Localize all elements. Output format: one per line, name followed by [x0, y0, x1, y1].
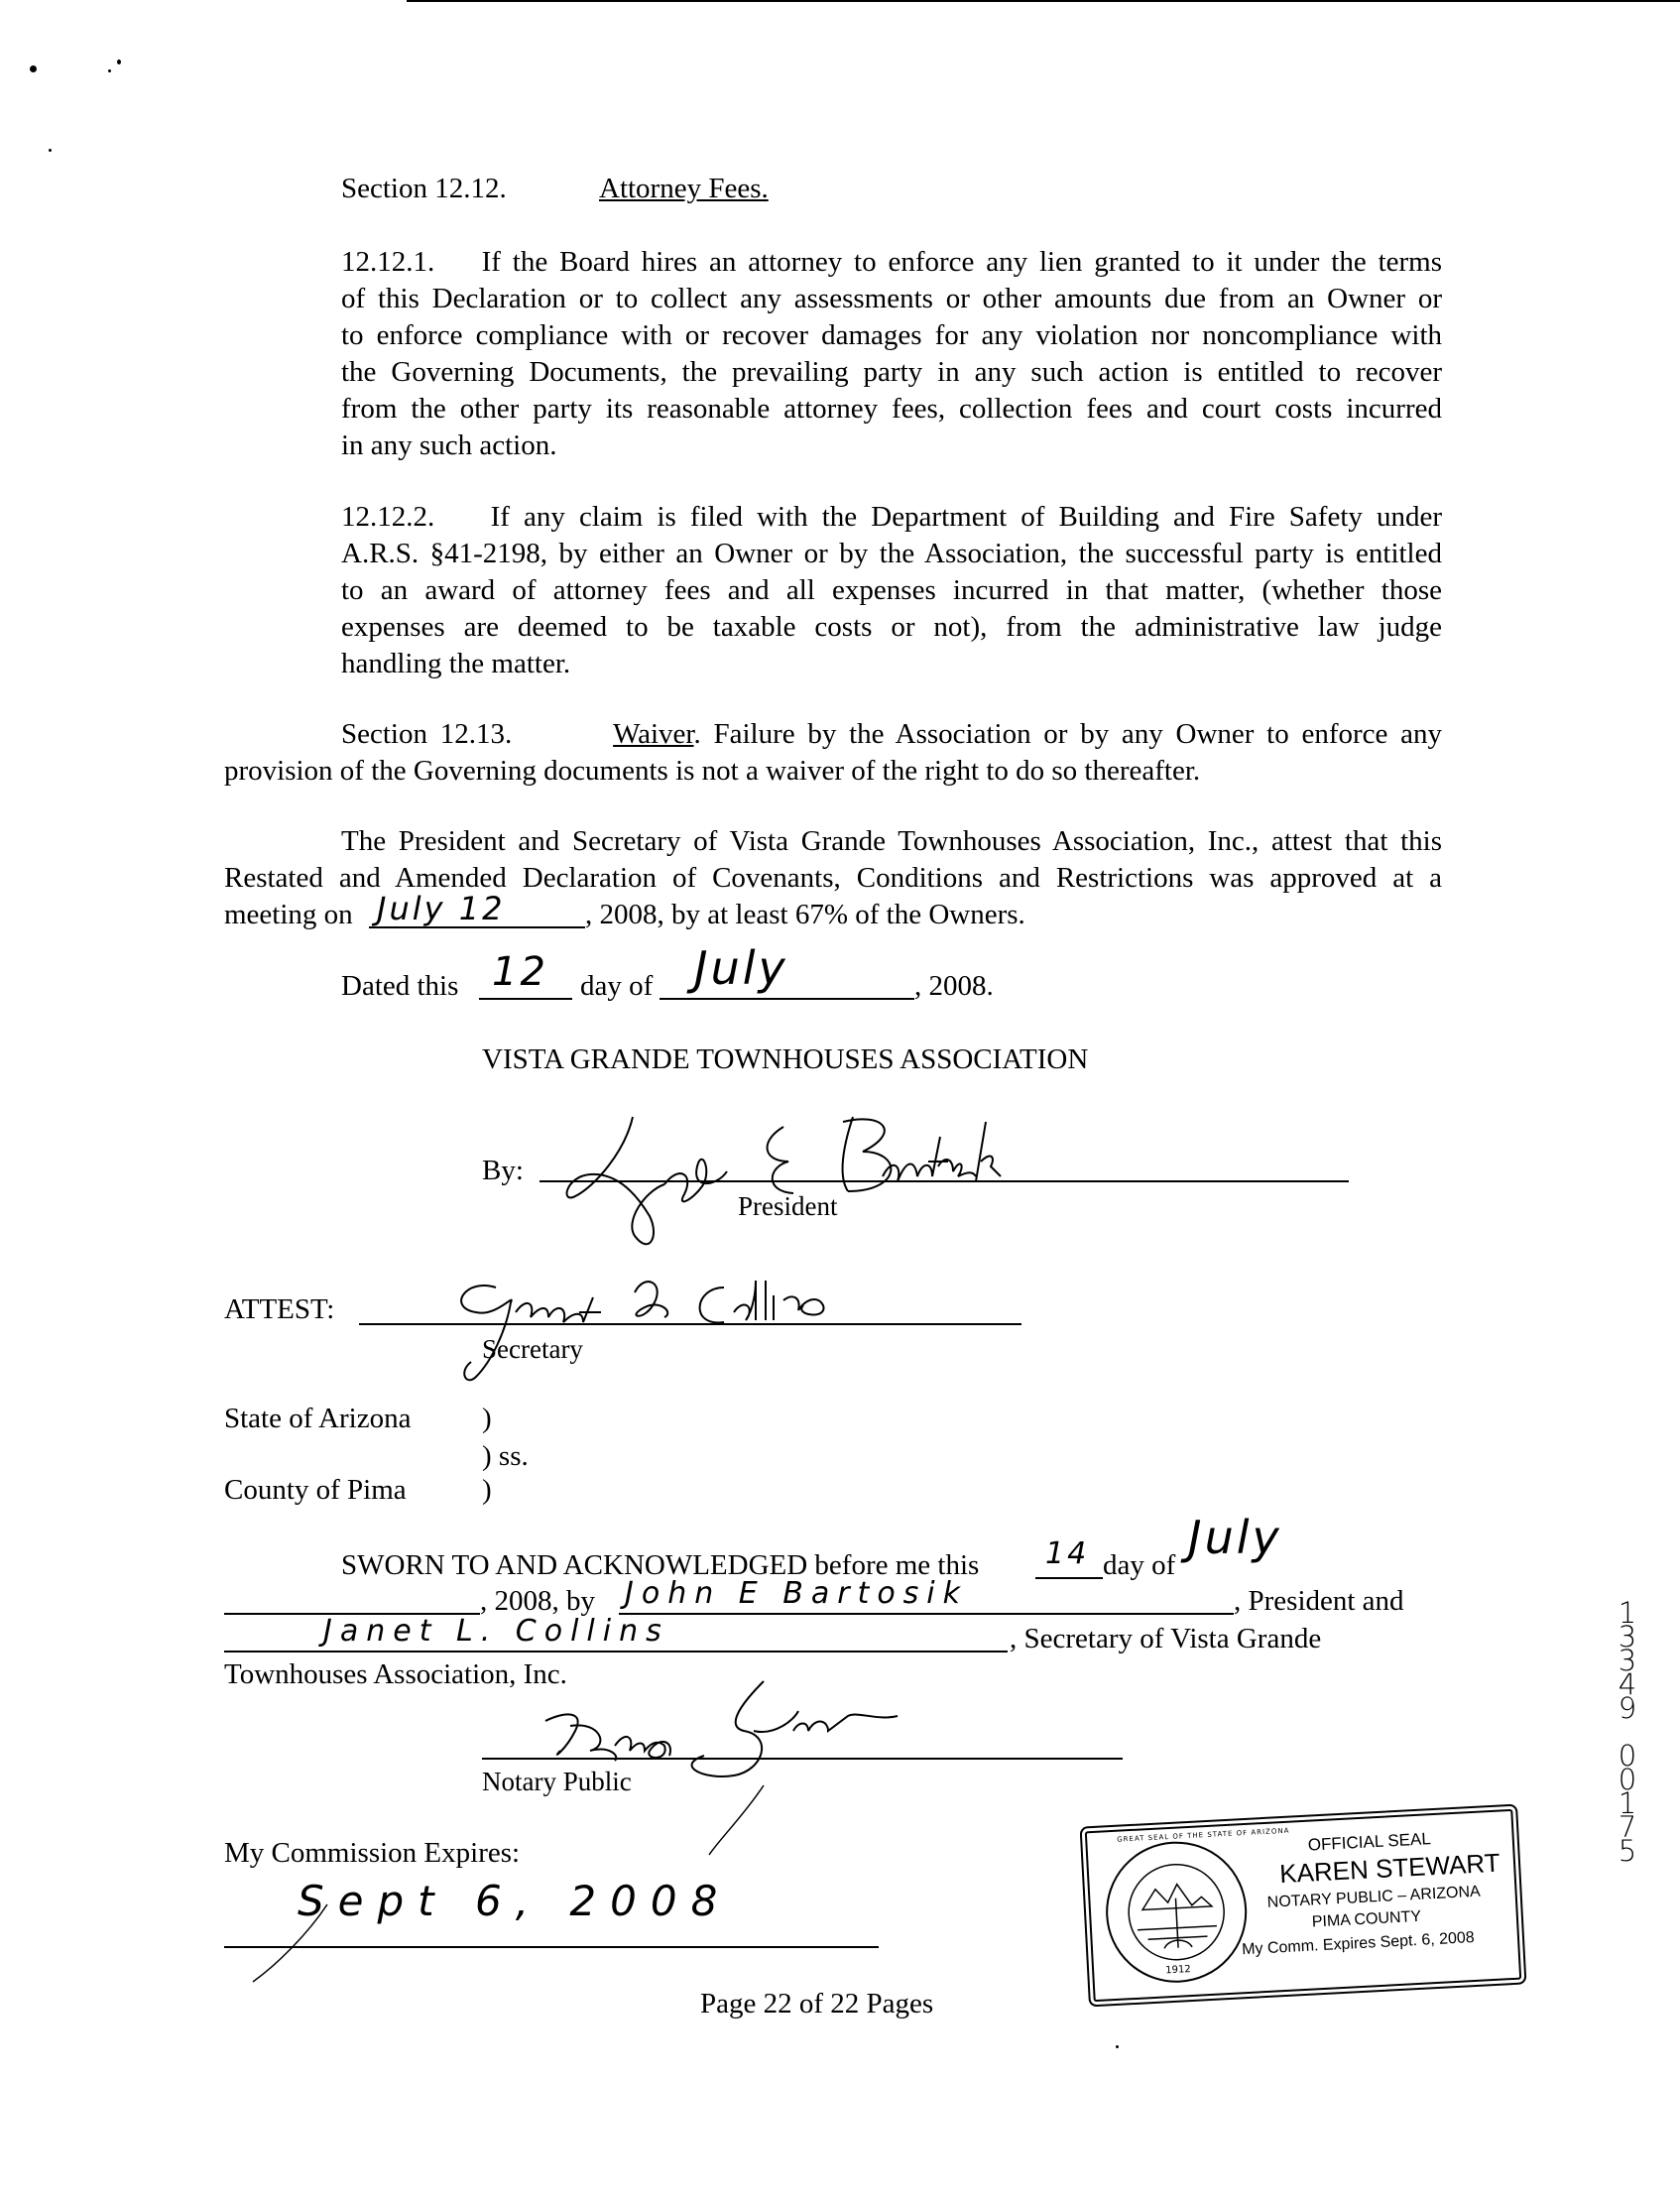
- seal-ring-text: GREAT SEAL OF THE STATE OF ARIZONA: [1117, 1826, 1290, 1844]
- seal-line-5: My Comm. Expires Sept. 6, 2008: [1241, 1929, 1476, 1959]
- paragraph-line: to an award of attorney fees and all expenses incurred in that matter, (whether those: [341, 574, 1442, 606]
- paragraph-number: 12.12.2.: [341, 501, 435, 533]
- attestation-meeting-suffix: , 2008, by at least 67% of the Owners.: [585, 899, 1025, 930]
- scan-speck: [108, 69, 111, 72]
- paragraph-line: to enforce compliance with or recover damages for any violation nor noncompliance with: [341, 319, 1442, 351]
- sworn-line2-suffix: , President and: [1234, 1585, 1404, 1617]
- scan-speck: [1116, 2045, 1119, 2048]
- dated-prefix: Dated this: [341, 970, 459, 1002]
- paragraph-12-12-1: [341, 244, 1442, 464]
- president-name-line: [619, 1613, 1234, 1615]
- section-12-13-label: Section 12.13.: [341, 718, 513, 750]
- recording-number: [1613, 1596, 1642, 1868]
- recording-digit: 4: [1618, 1667, 1637, 1701]
- president-name-handwritten: John E Bartosik: [625, 1576, 969, 1611]
- attestation-meeting-prefix: meeting on: [224, 899, 353, 930]
- recording-digit: 3: [1618, 1644, 1637, 1677]
- sworn-line2-middle: , 2008, by: [480, 1585, 595, 1617]
- paragraph-12-12-2: [341, 499, 1442, 682]
- dated-middle: day of: [580, 970, 654, 1002]
- commission-date-flourish: [248, 1904, 387, 1984]
- venue-ss: ) ss.: [482, 1440, 529, 1472]
- paragraph-line: in any such action.: [341, 429, 557, 461]
- recording-digit: 7: [1618, 1810, 1637, 1844]
- recording-digit: 3: [1618, 1620, 1637, 1653]
- dated-month-handwritten: July: [694, 941, 788, 995]
- sworn-line1-prefix: SWORN TO AND ACKNOWLEDGED before me this: [341, 1549, 980, 1581]
- commission-date-handwritten: Sept 6, 2008: [298, 1877, 732, 1925]
- commission-label: My Commission Expires:: [224, 1837, 521, 1869]
- paragraph-line: from the other party its reasonable attorney fees, collection fees and court costs incurred: [341, 393, 1442, 425]
- venue-paren-1: ): [482, 1403, 492, 1434]
- notary-signature-image: [526, 1666, 942, 1855]
- venue-state: State of Arizona: [224, 1403, 412, 1434]
- page-footer: Page 22 of 22 Pages: [700, 1988, 934, 2020]
- dated-suffix: , 2008.: [914, 970, 994, 1002]
- venue-paren-2: ): [482, 1474, 492, 1506]
- president-signature-image: [555, 1097, 1071, 1256]
- seal-line-1: OFFICIAL SEAL: [1307, 1829, 1432, 1855]
- sworn-day-line: [1035, 1577, 1103, 1579]
- sworn-line4: Townhouses Association, Inc.: [224, 1658, 567, 1690]
- recording-digit: 1: [1618, 1596, 1637, 1630]
- section-12-13-text: provision of the Governing documents is not a waiver of the right to do so thereafter.: [224, 755, 1201, 787]
- section-12-13-text: . Failure by the Association or by any Owner to enforce any: [693, 718, 1442, 750]
- recording-digit: 9: [1618, 1691, 1637, 1725]
- president-label: President: [738, 1191, 838, 1221]
- recording-digit: 0: [1618, 1739, 1637, 1773]
- venue-county: County of Pima: [224, 1474, 407, 1506]
- sworn-day-handwritten: 14: [1045, 1536, 1090, 1571]
- meeting-date-handwritten: July 12: [377, 890, 506, 927]
- section-12-13: [224, 716, 1442, 790]
- scan-edge-line: [407, 0, 1680, 2]
- recording-digit: 0: [1618, 1763, 1637, 1796]
- paragraph-line: A.R.S. §41-2198, by either an Owner or by the Association, the successful party is entitled: [341, 538, 1442, 569]
- dated-day-handwritten: 12: [492, 949, 548, 995]
- attest-label: ATTEST:: [224, 1293, 335, 1325]
- notary-label: Notary Public: [482, 1767, 632, 1796]
- paragraph-line: expenses are deemed to be taxable costs or not), from the administrative law judge: [341, 611, 1442, 643]
- sworn-line1-middle: day of: [1103, 1549, 1176, 1581]
- section-12-12-label: Section 12.12.: [341, 173, 507, 204]
- by-label: By:: [482, 1155, 524, 1186]
- paragraph-line: the Governing Documents, the prevailing party in any such action is entitled to recover: [341, 356, 1442, 388]
- paragraph-number: 12.12.1.: [341, 246, 435, 278]
- official-seal-stamp: [1080, 1804, 1527, 2008]
- secretary-name-handwritten: Janet L. Collins: [323, 1614, 669, 1649]
- secretary-label: Secretary: [482, 1334, 583, 1364]
- attestation-line: The President and Secretary of Vista Grande Townhouses Association, Inc., attest that this: [341, 825, 1442, 857]
- paragraph-line: If any claim is filed with the Department of Building and Fire Safety under: [490, 501, 1442, 533]
- scan-speck: [30, 65, 37, 72]
- paragraph-line: handling the matter.: [341, 648, 571, 679]
- recording-digit: 1: [1618, 1786, 1637, 1820]
- sworn-line3-suffix: , Secretary of Vista Grande: [1010, 1623, 1322, 1654]
- sworn-month-handwritten: July: [1188, 1511, 1282, 1564]
- scan-speck: [117, 60, 121, 64]
- paragraph-line: of this Declaration or to collect any assessments or other amounts due from an Owner or: [341, 283, 1442, 314]
- association-name: VISTA GRANDE TOWNHOUSES ASSOCIATION: [482, 1043, 1089, 1075]
- seal-line-3: NOTARY PUBLIC – ARIZONA: [1266, 1883, 1482, 1911]
- recording-digit: 5: [1618, 1834, 1637, 1868]
- attestation-line: Restated and Amended Declaration of Covenants, Conditions and Restrictions was approved at a: [224, 862, 1442, 894]
- seal-line-2: KAREN STEWART: [1278, 1847, 1501, 1890]
- scan-speck: [49, 149, 52, 152]
- paragraph-line: If the Board hires an attorney to enforce any lien granted to it under the terms: [481, 246, 1443, 278]
- notary-signature-line: [482, 1758, 1123, 1760]
- attestation-paragraph: [224, 823, 1442, 897]
- dated-month-line: [660, 998, 914, 1000]
- section-12-13-title: Waiver: [613, 718, 694, 750]
- secretary-name-line: [224, 1651, 1008, 1653]
- section-12-12-title: Attorney Fees.: [599, 173, 769, 204]
- seal-line-4: PIMA COUNTY: [1311, 1907, 1422, 1931]
- dated-day-line: [479, 998, 572, 1000]
- seal-ring-year: 1912: [1164, 1964, 1191, 1977]
